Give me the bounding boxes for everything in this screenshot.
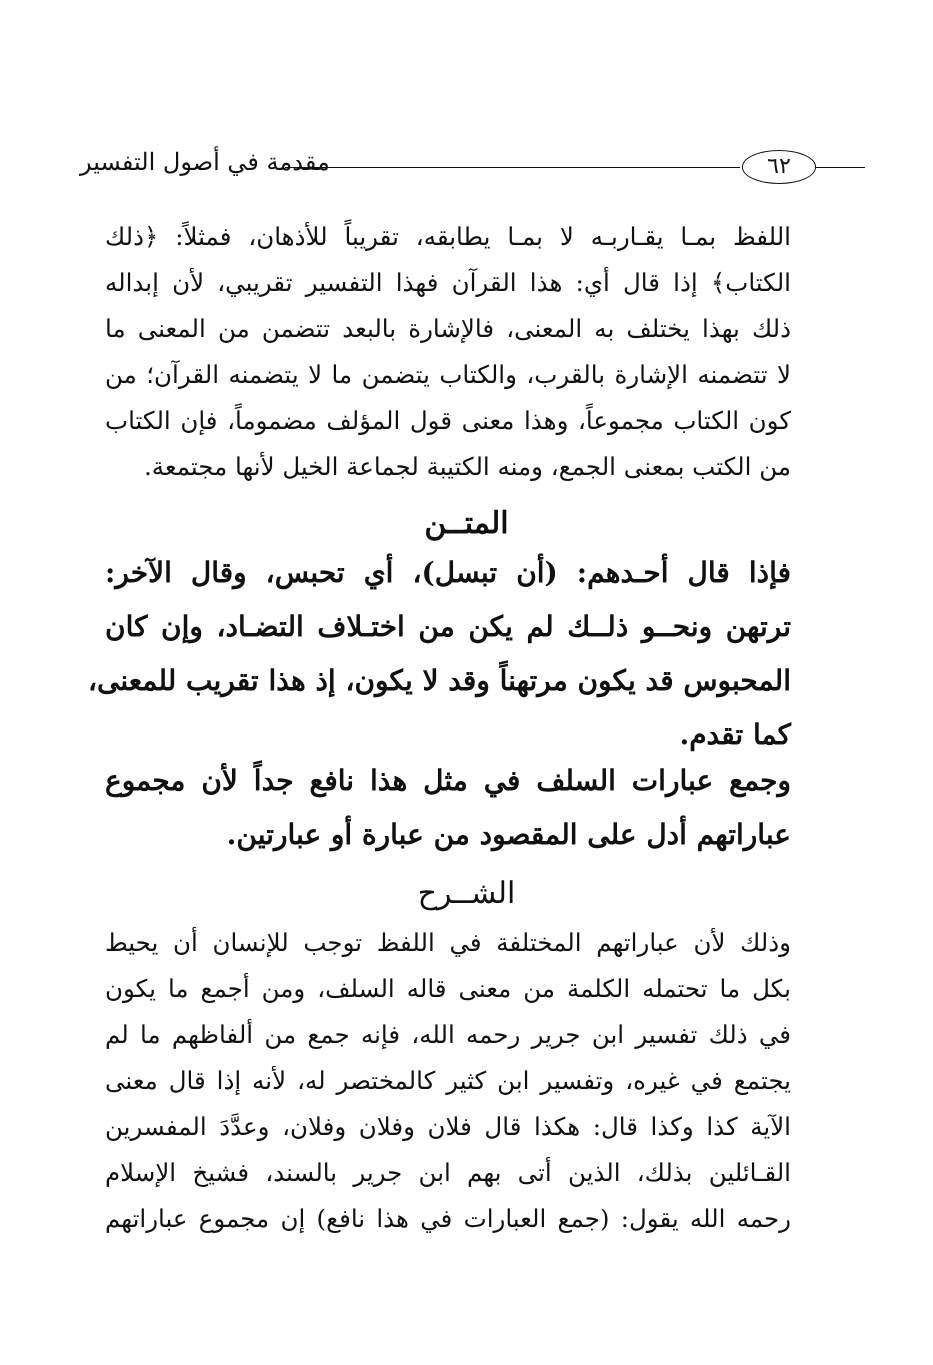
text-line: وجمع عبارات السلف في مثل هذا نافع جداً لأن مجموع	[105, 764, 791, 797]
text-line: الآية كذا وكذا قال: هكذا قال فلان وفلان وفلان، وعدَّدَ المفسرين	[105, 1112, 791, 1141]
text-line: ذلك بهذا يختلف به المعنى، فالإشارة بالبعد تتضمن من المعنى ما	[105, 314, 791, 343]
header-rule-right	[815, 167, 865, 168]
text-line: لا تتضمنه الإشارة بالقرب، والكتاب يتضمن ما لا يتضمنه القرآن؛ من	[105, 360, 792, 389]
sharh-heading: الشــرح	[417, 876, 516, 911]
text-line: القـائلين بذلك، الذين أتى بهم ابن جرير بالسند، فشيخ الإسلام	[105, 1158, 791, 1187]
text-line: عباراتهم أدل على المقصود من عبارة أو عبارتين.	[226, 818, 791, 851]
page-number: ٦٢	[767, 154, 791, 179]
text-line: اللفظ بمـا يقـاربـه لا بمـا يطابقه، تقريباً للأذهان، فمثلاً: ﴿ذلك	[105, 222, 791, 251]
matn-paragraph-2	[105, 754, 791, 862]
page-number-badge	[742, 150, 816, 184]
text-line: يجتمع في غيره، وتفسير ابن كثير كالمختصر له، لأنه إذا قال معنى	[105, 1066, 791, 1095]
text-line: رحمه الله يقول: (جمع العبارات في هذا نافع) إن مجموع عباراتهم	[105, 1204, 791, 1233]
book-title: مقدمة في أصول التفسير	[80, 148, 330, 176]
text-line: في ذلك تفسير ابن جرير رحمه الله، فإنه جمع من ألفاظهم ما لم	[105, 1020, 791, 1049]
sharh-paragraph	[105, 920, 791, 1242]
matn-heading: المتــن	[424, 506, 509, 541]
text-line: الكتاب﴾ إذا قال أي: هذا القرآن فهذا التفسير تقريبي، لأن إبداله	[105, 268, 791, 297]
text-line: وذلك لأن عباراتهم المختلفة في اللفظ توجب للإنسان أن يحيط	[105, 928, 791, 957]
text-line: كون الكتاب مجموعاً، وهذا معنى قول المؤلف مضموماً، فإن الكتاب	[105, 406, 791, 435]
text-line: المحبوس قد يكون مرتهناً وقد لا يكون، إذ هذا تقريب للمعنى،	[87, 664, 791, 697]
text-line: كما تقدم.	[679, 718, 791, 751]
matn-paragraph-1	[87, 546, 791, 762]
text-line: بكل ما تحتمله الكلمة من معنى قاله السلف، ومن أجمع ما يكون	[105, 974, 791, 1003]
text-line: فإذا قال أحـدهم: (أن تبسل)، أي تحبس، وقال الآخر:	[105, 556, 791, 589]
text-line: من الكتب بمعنى الجمع، ومنه الكتيبة لجماعة الخيل لأنها مجتمعة.	[143, 452, 791, 481]
intro-paragraph	[105, 214, 791, 490]
header-rule-left	[285, 167, 740, 168]
running-header	[80, 142, 790, 192]
text-line: ترتهن ونحــو ذلــك لم يكن من اختـلاف التضـاد، وإن كان	[105, 610, 791, 643]
